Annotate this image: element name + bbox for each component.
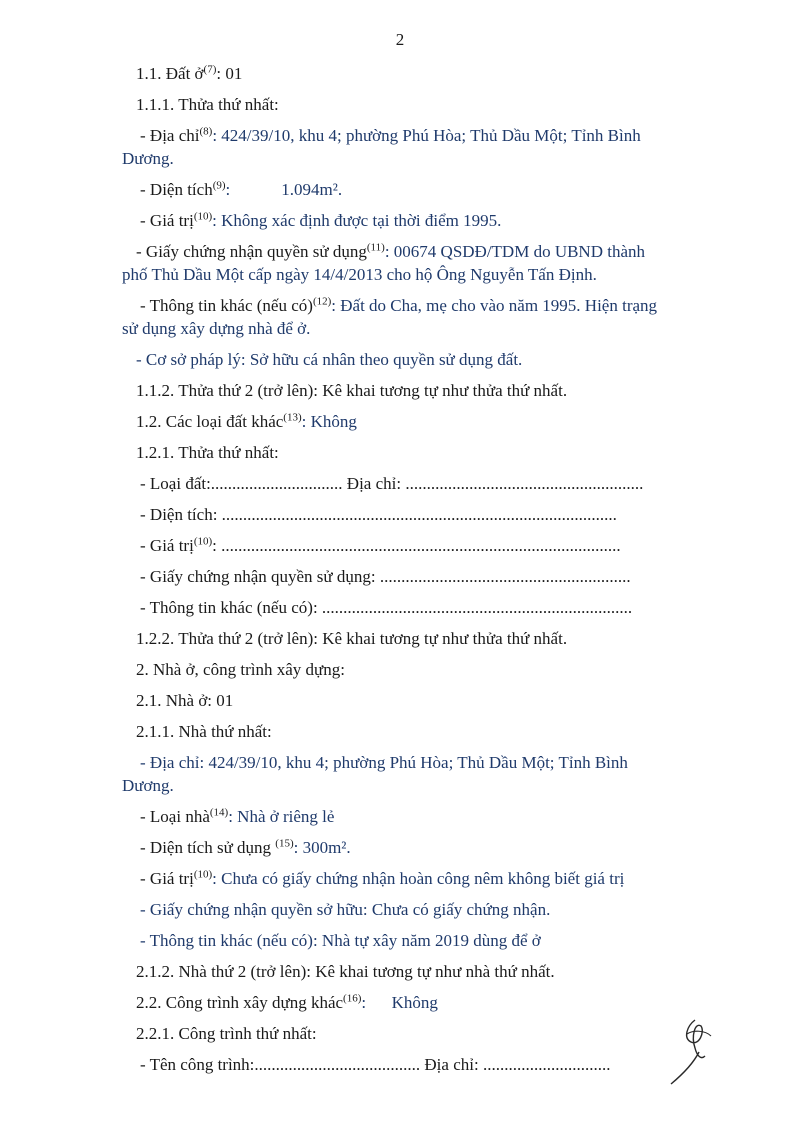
plot-other-info-cont: sử dụng xây dựng nhà để ở. bbox=[122, 319, 311, 338]
document-body bbox=[118, 62, 728, 1076]
section-2-house-construction: 2. Nhà ở, công trình xây dựng: bbox=[136, 660, 345, 679]
section-1-2-2-second-plot: 1.2.2. Thửa thứ 2 (trở lên): Kê khai tương tự như thửa thứ nhất. bbox=[136, 629, 568, 648]
house-value: - Giá trị$^{(10)}$: Chưa có giấy chứng nhận hoàn công nêm không biết giá trị bbox=[140, 868, 625, 888]
other-info-blank: - Thông tin khác (nếu có): ......................................................................... bbox=[140, 598, 633, 617]
page-number: 2 bbox=[395, 30, 405, 49]
construction-name-blank: - Tên công trình:....................................... Địa chỉ: .............................. bbox=[140, 1055, 611, 1074]
house-other-info: - Thông tin khác (nếu có): Nhà tự xây năm 2019 dùng để ở bbox=[140, 931, 541, 950]
plot-area: - Diện tích$^{(9)}$: 1.094m². bbox=[140, 179, 343, 199]
house-address: - Địa chỉ: 424/39/10, khu 4; phường Phú Hòa; Thủ Dầu Một; Tỉnh Bình bbox=[140, 753, 628, 772]
area-blank: - Diện tích: ............................................................................................. bbox=[140, 505, 617, 524]
house-type: - Loại nhà$^{(14)}$: Nhà ở riêng lẻ bbox=[140, 806, 335, 826]
section-2-1-2-second-house: 2.1.2. Nhà thứ 2 (trở lên): Kê khai tương tự như nhà thứ nhất. bbox=[136, 962, 555, 981]
house-area: - Diện tích sử dụng $^{(15)}$: 300m². bbox=[140, 837, 351, 857]
section-1-1-dat-o: 1.1. Đất ở$^{(7)}$: 01 bbox=[136, 63, 243, 83]
section-1-1-1-first-plot: 1.1.1. Thửa thứ nhất: bbox=[136, 95, 279, 114]
section-2-2-other-construction: 2.2. Công trình xây dựng khác$^{(16)}$: Không bbox=[136, 992, 438, 1012]
section-2-1-house: 2.1. Nhà ở: 01 bbox=[136, 691, 234, 710]
house-address-cont: Dương. bbox=[122, 776, 174, 795]
house-ownership-certificate: - Giấy chứng nhận quyền sở hữu: Chưa có giấy chứng nhận. bbox=[140, 900, 551, 919]
plot-legal-basis: - Cơ sở pháp lý: Sở hữu cá nhân theo quyền sử dụng đất. bbox=[136, 350, 523, 369]
signature-mark bbox=[665, 1012, 725, 1092]
certificate-blank: - Giấy chứng nhận quyền sử dụng: ........................................................... bbox=[140, 567, 631, 586]
section-1-1-2-second-plot: 1.1.2. Thửa thứ 2 (trở lên): Kê khai tương tự như thửa thứ nhất. bbox=[136, 381, 568, 400]
plot-certificate-cont: phố Thủ Dầu Một cấp ngày 14/4/2013 cho hộ Ông Nguyễn Tấn Định. bbox=[122, 265, 597, 284]
plot-certificate: - Giấy chứng nhận quyền sử dụng$^{(11)}$: 00674 QSDĐ/TDM do UBND thành bbox=[136, 241, 646, 261]
section-2-1-1-first-house: 2.1.1. Nhà thứ nhất: bbox=[136, 722, 272, 741]
land-type-blank: - Loại đất:............................... Địa chỉ: ........................................................ bbox=[140, 474, 644, 493]
plot-other-info: - Thông tin khác (nếu có)$^{(12)}$: Đất do Cha, mẹ cho vào năm 1995. Hiện trạng bbox=[140, 295, 658, 315]
value-blank: - Giá trị$^{(10)}$: .............................................................................................. bbox=[140, 535, 621, 555]
plot-address: - Địa chỉ$^{(8)}$: 424/39/10, khu 4; phường Phú Hòa; Thủ Dầu Một; Tỉnh Bình bbox=[140, 125, 641, 145]
plot-value: - Giá trị$^{(10)}$: Không xác định được tại thời điểm 1995. bbox=[140, 210, 502, 230]
section-1-2-other-land: 1.2. Các loại đất khác$^{(13)}$: Không bbox=[136, 411, 357, 431]
plot-address-cont: Dương. bbox=[122, 149, 174, 168]
section-1-2-1-first-plot: 1.2.1. Thửa thứ nhất: bbox=[136, 443, 279, 462]
section-2-2-1-first-construction: 2.2.1. Công trình thứ nhất: bbox=[136, 1024, 317, 1043]
